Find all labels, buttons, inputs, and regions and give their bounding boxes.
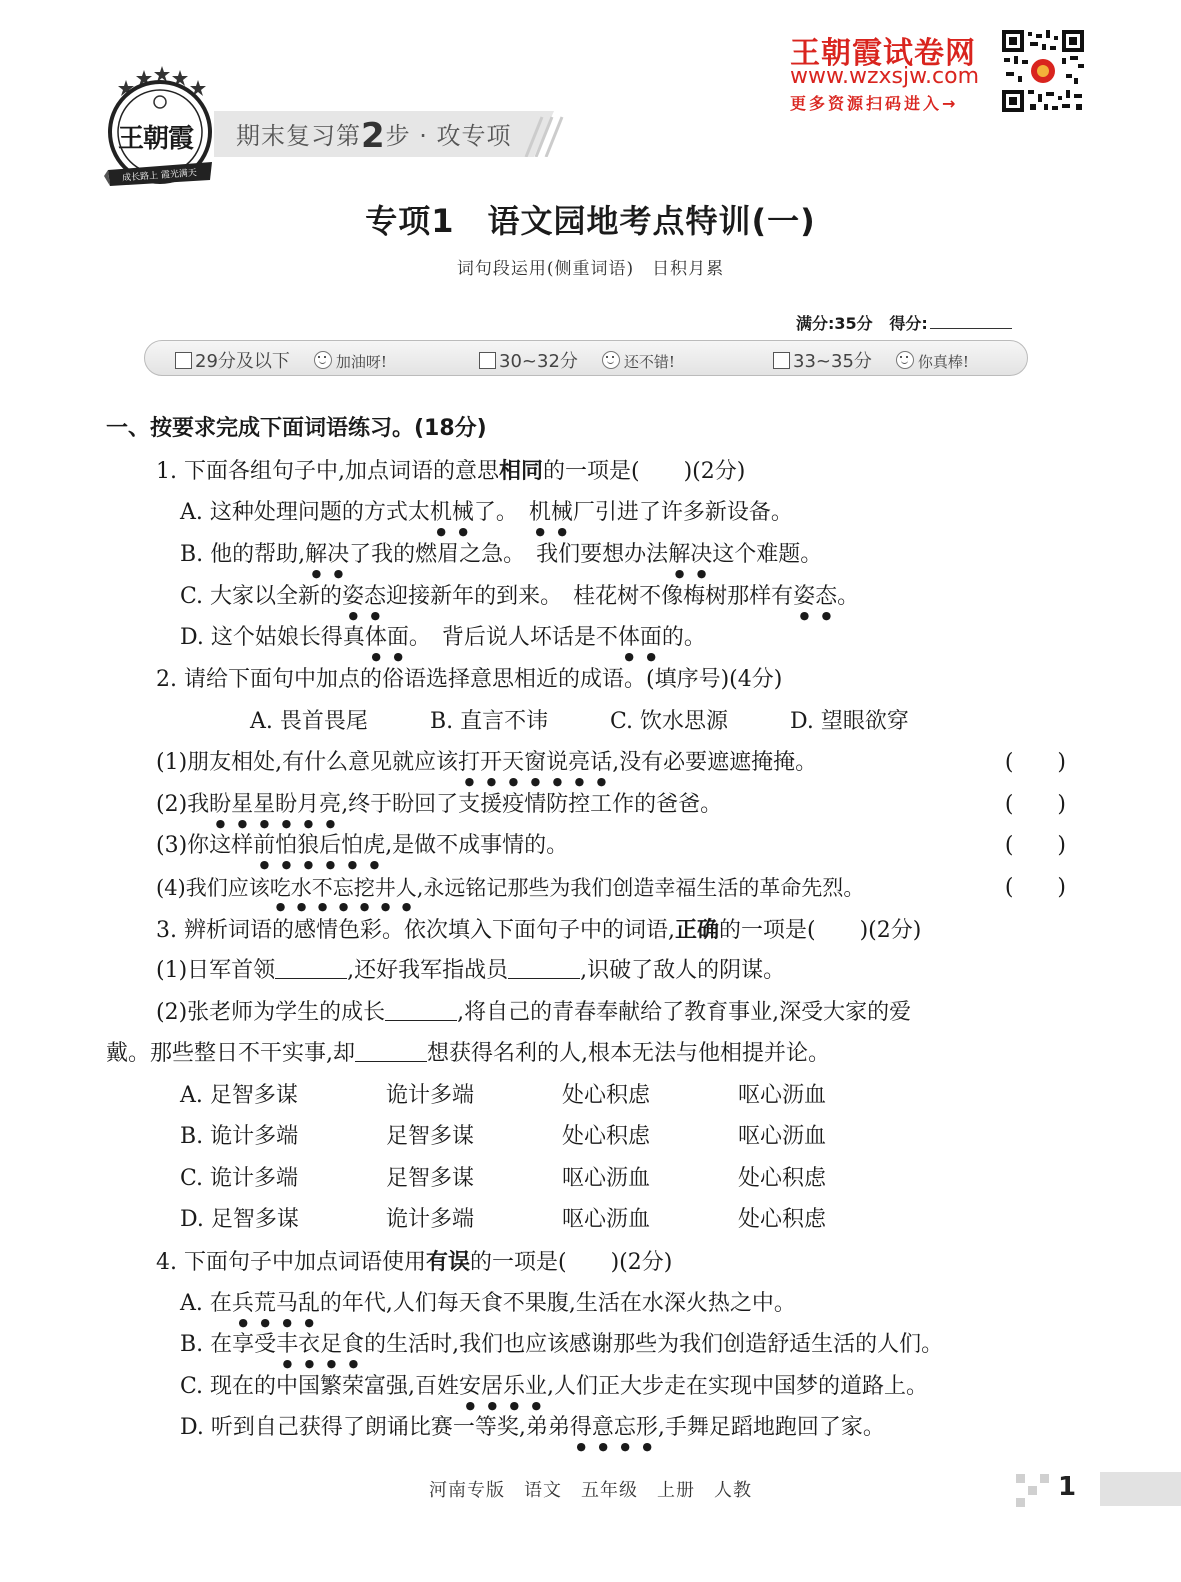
q1-stem: 1. 下面各组句子中,加点词语的意思相同的一项是( )(2分) xyxy=(156,458,746,484)
q2-choice-c: C. 饮水思源 xyxy=(610,709,729,734)
logo-tagline: 成长路上 霞光满天 xyxy=(121,168,198,184)
logo-text: 王朝霞 xyxy=(118,124,194,154)
page-title: 专项1 语文园地考点特训(一) xyxy=(365,202,816,240)
full-score: 满分:35分 xyxy=(796,314,873,333)
q2-stem: 2. 请给下面句中加点的俗语选择意思相近的成语。(填序号)(4分) xyxy=(156,667,783,692)
q3-option-word: 诡计多端 xyxy=(386,1083,475,1108)
got-score-label: 得分: xyxy=(889,314,928,333)
rating-checkbox[interactable] xyxy=(773,352,790,369)
q2-choice-b: B. 直言不讳 xyxy=(430,709,549,734)
step-banner-text: 期末复习第2步 · 攻专项 xyxy=(236,116,512,156)
q3-option-word: A. 足智多谋 xyxy=(180,1083,298,1108)
fill-blank[interactable] xyxy=(508,956,580,979)
q3-option-word: B. 诡计多端 xyxy=(180,1124,299,1149)
q3-sentence-2-cont: 戴。那些整日不干实事,却 想获得名利的人,根本无法与他相提并论。 xyxy=(106,1041,830,1066)
q2-item-4: (4)我们应该吃水不忘挖井人,永远铭记那些为我们创造幸福生活的革命先烈。 xyxy=(156,876,865,900)
q4-option-a[interactable]: A. 在兵荒马乱的年代,人们每天食不果腹,生活在水深火热之中。 xyxy=(180,1291,796,1316)
q2-answer-4[interactable]: ( ) xyxy=(1004,875,1066,900)
q3-option-word: 足智多谋 xyxy=(386,1124,475,1149)
q3-option-word: 诡计多端 xyxy=(386,1207,475,1232)
q3-option-word: 处心积虑 xyxy=(738,1207,827,1232)
site-url[interactable]: www.wzxsjw.com xyxy=(790,64,980,89)
q3-option-word: 处心积虑 xyxy=(562,1083,651,1108)
qr-code-icon[interactable] xyxy=(1002,30,1084,112)
footer-edition: 河南专版 语文 五年级 上册 人教 xyxy=(429,1480,752,1501)
q3-option-word: 处心积虑 xyxy=(562,1124,651,1149)
q3-option-word: 足智多谋 xyxy=(386,1166,475,1191)
q3-option-word: 处心积虑 xyxy=(738,1166,827,1191)
smiley-face-icon xyxy=(896,351,914,369)
scan-prompt: 更多资源扫码进入→ xyxy=(790,94,959,113)
page-decor-square xyxy=(1028,1486,1037,1495)
q2-choice-d: D. 望眼欲穿 xyxy=(790,709,909,734)
q3-stem: 3. 辨析词语的感情色彩。依次填入下面句子中的词语,正确的一项是( )(2分) xyxy=(156,917,922,943)
q2-answer-2[interactable]: ( ) xyxy=(1004,792,1066,817)
fill-blank[interactable] xyxy=(275,956,347,979)
q2-item-1: (1)朋友相处,有什么意见就应该打开天窗说亮话,没有必要遮遮掩掩。 xyxy=(156,750,818,775)
q3-option-word: 呕心沥血 xyxy=(562,1166,651,1191)
q3-option-word: 呕心沥血 xyxy=(738,1083,827,1108)
q3-sentence-1: (1)日军首领 ,还好我军指战员 ,识破了敌人的阴谋。 xyxy=(156,958,786,983)
q4-option-d[interactable]: D. 听到自己获得了朗诵比赛一等奖,弟弟得意忘形,手舞足蹈地跑回了家。 xyxy=(180,1415,885,1440)
q4-stem: 4. 下面句子中加点词语使用有误的一项是( )(2分) xyxy=(156,1249,673,1275)
q3-option-word: 呕心沥血 xyxy=(562,1207,651,1232)
brand-title[interactable]: 王朝霞试卷网 xyxy=(790,36,976,71)
q2-answer-1[interactable]: ( ) xyxy=(1004,750,1066,775)
page-number: 1 xyxy=(1058,1472,1077,1502)
q4-option-c[interactable]: C. 现在的中国繁荣富强,百姓安居乐业,人们正大步走在实现中国梦的道路上。 xyxy=(180,1374,929,1399)
q3-sentence-2: (2)张老师为学生的成长 ,将自己的青春奉献给了教育事业,深受大家的爱 xyxy=(156,1000,912,1025)
q1-option-a[interactable]: A. 这种处理问题的方式太机械了。 机械厂引进了许多新设备。 xyxy=(180,500,793,525)
q4-option-b[interactable]: B. 在享受丰衣足食的生活时,我们也应该感谢那些为我们创造舒适生活的人们。 xyxy=(180,1332,944,1357)
q3-option-word: 呕心沥血 xyxy=(738,1124,827,1149)
page-decor-square xyxy=(1016,1474,1025,1483)
fill-blank[interactable] xyxy=(355,1039,427,1062)
q1-option-c[interactable]: C. 大家以全新的姿态迎接新年的到来。 桂花树不像梅树那样有姿态。 xyxy=(180,584,860,609)
fill-blank[interactable] xyxy=(385,998,457,1021)
q3-option-word: C. 诡计多端 xyxy=(180,1166,299,1191)
q3-option-word: D. 足智多谋 xyxy=(180,1207,299,1232)
got-score-blank[interactable] xyxy=(930,314,1012,329)
q2-item-3: (3)你这样前怕狼后怕虎,是做不成事情的。 xyxy=(156,833,569,858)
rating-option-3[interactable]: 33~35分 你真棒! xyxy=(773,347,969,373)
q2-choice-a: A. 畏首畏尾 xyxy=(250,709,368,734)
self-rating-bar xyxy=(144,340,1028,376)
section-heading: 一、按要求完成下面词语练习。(18分) xyxy=(106,416,487,441)
rating-checkbox[interactable] xyxy=(175,352,192,369)
q1-option-b[interactable]: B. 他的帮助,解决了我的燃眉之急。 我们要想办法解决这个难题。 xyxy=(180,542,823,567)
page-decor-square xyxy=(1040,1474,1049,1483)
rating-option-2[interactable]: 30~32分 还不错! xyxy=(479,347,675,373)
q2-item-2: (2)我盼星星盼月亮,终于盼回了支援疫情防控工作的爸爸。 xyxy=(156,792,723,817)
rating-option-1[interactable]: 29分及以下 加油呀! xyxy=(175,347,387,373)
smiley-face-icon xyxy=(602,351,620,369)
rating-checkbox[interactable] xyxy=(479,352,496,369)
q2-answer-3[interactable]: ( ) xyxy=(1004,833,1066,858)
smiley-face-icon xyxy=(314,351,332,369)
page-subtitle: 词句段运用(侧重词语) 日积月累 xyxy=(456,259,725,279)
page-decor-square xyxy=(1016,1498,1025,1507)
score-line xyxy=(796,311,1012,334)
page-number-bar xyxy=(1100,1472,1181,1506)
q1-option-d[interactable]: D. 这个姑娘长得真体面。 背后说人坏话是不体面的。 xyxy=(180,625,706,650)
